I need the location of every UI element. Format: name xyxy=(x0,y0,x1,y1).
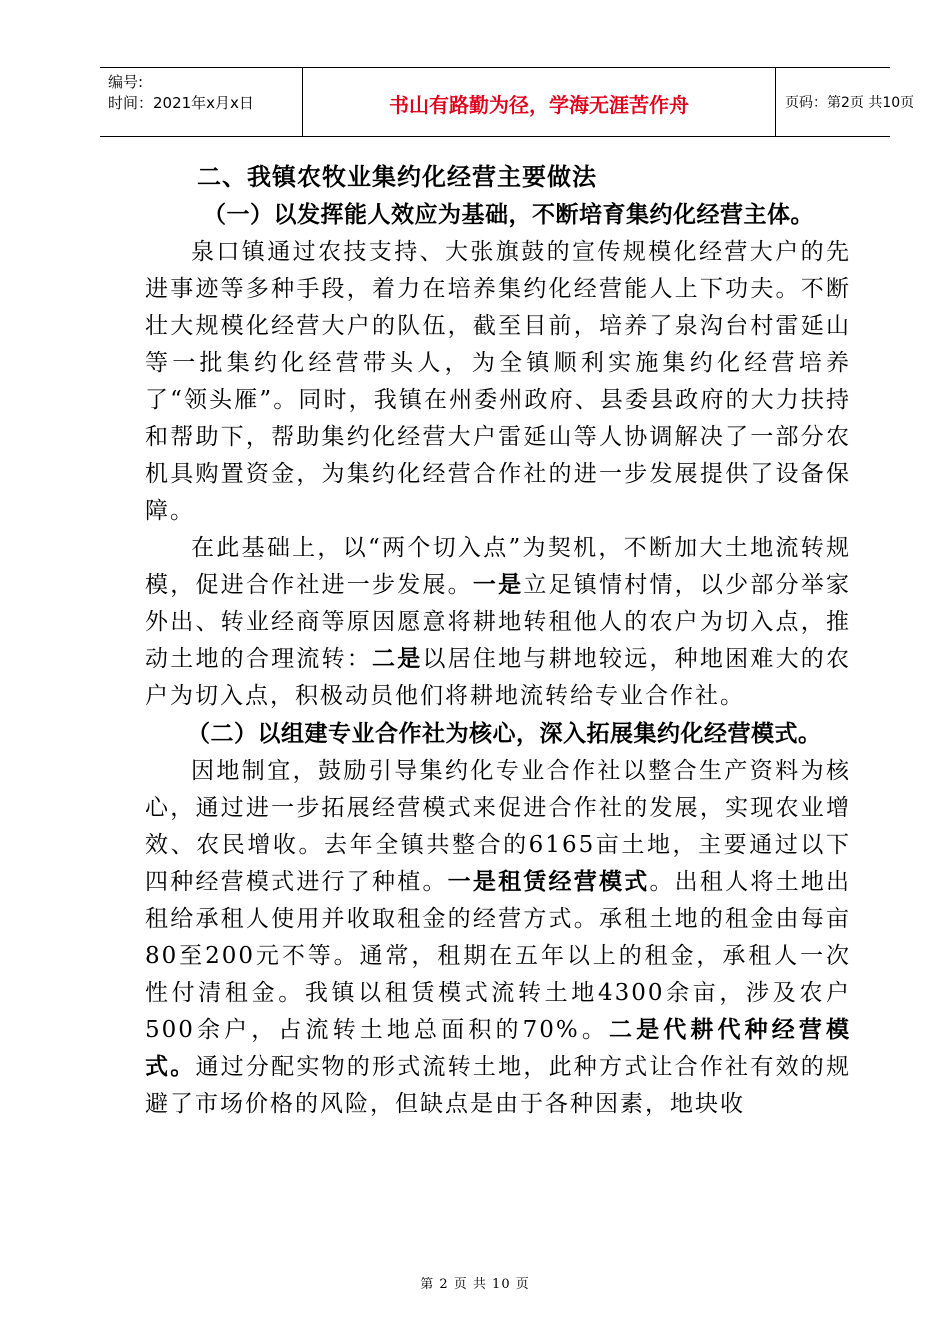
paragraph-3 xyxy=(145,753,851,1123)
paragraph-3-mode-one: 。出租人将土地出租给承租人使用并收取租金的经营方式。承租土地的租金由每亩80至200元不等。通常，租期在五年以上的租金，承租人一次性付清租金。我镇以租赁模式流转土地4300余亩，涉及农户500余户，占流转土地总面积的70%。 xyxy=(145,869,852,1043)
paragraph-3-mode-two: 通过分配实物的形式流转土地，此种方式让合作社有效的规避了市场价格的风险，但缺点是由于各种因素，地块收 xyxy=(145,1054,852,1117)
paragraph-3-intro: 因地制宜，鼓励引导集约化专业合作社以整合生产资料为核心，通过进一步拓展经营模式来促进合作社的发展，实现农业增效、农民增收。去年全镇共整合的6165亩土地，主要通过以下四种经营模式进行了种植。 xyxy=(145,758,851,895)
header-meta-cell xyxy=(100,68,302,136)
page-code: 页码：第2页 共10页 xyxy=(785,95,915,111)
header-motto-cell xyxy=(302,68,776,136)
page-footer: 第 2 页 共 10 页 xyxy=(420,1277,530,1292)
page-header xyxy=(100,67,915,137)
mode-two-label: 二是代耕代种经营模式。 xyxy=(145,1017,852,1080)
paragraph-2 xyxy=(145,530,851,715)
paragraph-1: 泉口镇通过农技支持、大张旗鼓的宣传规模化经营大户的先进事迹等多种手段，着力在培养集约化经营能人上下功夫。不断壮大规模化经营大户的队伍，截至目前，培养了泉沟台村雷延山等一批集约化经营带头人，为全镇顺利实施集约化经营培养了“领头雁”。同时，我镇在州委州政府、县委县政府的大力扶持和帮助下，帮助集约化经营大户雷延山等人协调解决了一部分农机具购置资金，为集约化经营合作社的进一步发展提供了设备保障。 xyxy=(145,239,851,524)
paragraph-2-intro: 在此基础上，以“两个切入点”为契机，不断加大土地流转规模，促进合作社进一步发展。 xyxy=(145,535,851,598)
time-label: 时间：2021年x月x日 xyxy=(108,94,254,112)
paragraph-2-point-one: 立足镇情村情，以少部分举家外出、转业经商等原因愿意将耕地转租他人的农户为切入点，推动土地的合理流转： xyxy=(145,572,852,672)
serial-number-label: 编号: xyxy=(108,73,144,91)
subheading-2: （二）以组建专业合作社为核心，深入拓展集约化经营模式。 xyxy=(187,721,822,747)
point-one-label: 一是 xyxy=(472,572,524,598)
paragraph-2-point-two: 以居住地与耕地较远，种地困难大的农户为切入点，积极动员他们将耕地流转给专业合作社。 xyxy=(145,646,852,709)
section-heading: 二、我镇农牧业集约化经营主要做法 xyxy=(197,163,597,191)
mode-one-label: 一是租赁经营模式 xyxy=(447,869,650,895)
motto-text: 书山有路勤为径，学海无涯苦作舟 xyxy=(389,93,689,117)
header-page-cell xyxy=(775,68,915,136)
subheading-1: （一）以发挥能人效应为基础，不断培育集约化经营主体。 xyxy=(203,202,814,228)
document-body xyxy=(145,158,851,1123)
point-two-label: 二是 xyxy=(372,646,423,672)
